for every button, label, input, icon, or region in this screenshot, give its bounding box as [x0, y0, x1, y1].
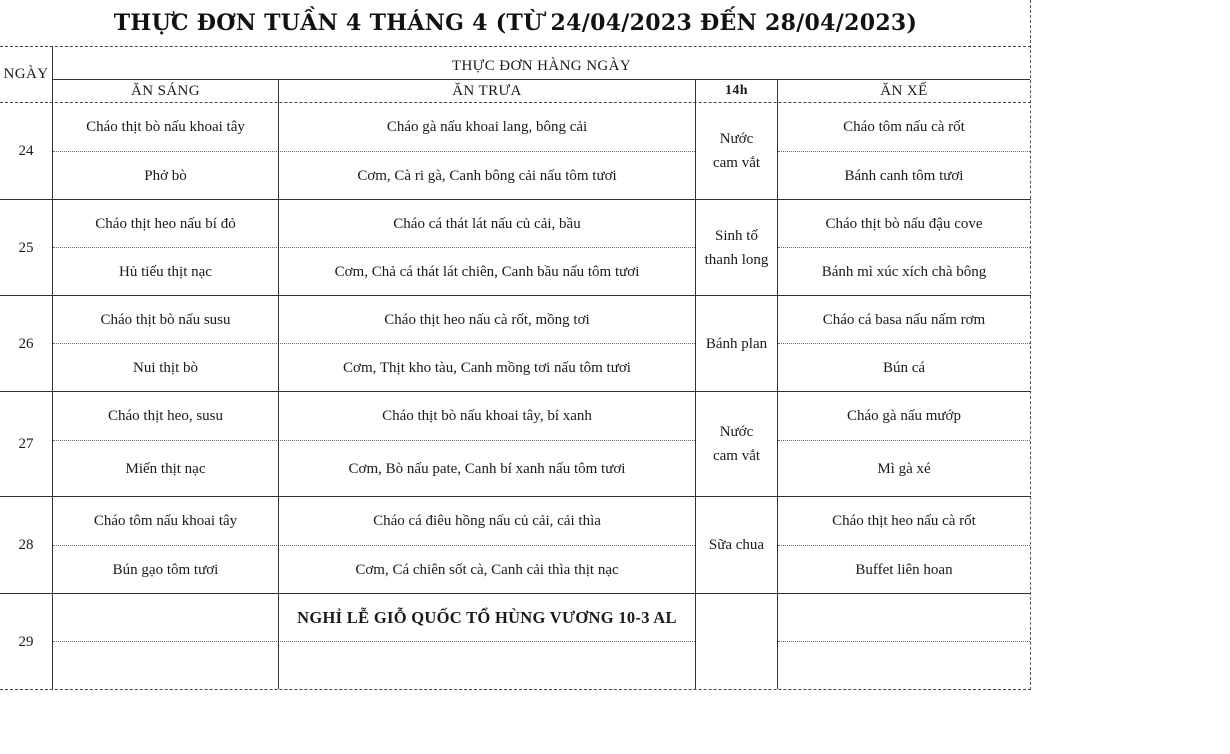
- afternoon-item: Cháo gà nấu mướp: [847, 408, 961, 424]
- afternoon-item: Bún cá: [882, 359, 926, 376]
- lunch-item: Cháo gà nấu khoai lang, bông cải: [386, 119, 588, 135]
- afternoon-item: Cháo cá basa nấu nấm rơm: [822, 311, 986, 328]
- day-number: 26: [18, 335, 34, 352]
- header-day: NGÀY: [3, 66, 49, 82]
- afternoon-item: Cháo thịt bò nấu đậu cove: [825, 215, 983, 232]
- lunch-item: Cơm, Cá chiên sốt cà, Canh cải thìa thịt nạc: [355, 561, 619, 578]
- lunch-item: Cháo cá thát lát nấu củ cải, bầu: [393, 215, 581, 232]
- breakfast-item: Bún gạo tôm tươi: [112, 561, 219, 578]
- day-number: 29: [18, 633, 34, 650]
- day-number: 28: [18, 537, 34, 553]
- lunch-item: Cháo cá điêu hồng nấu củ cải, cải thìa: [373, 513, 601, 529]
- snack-14h-item: Nước cam vắt: [712, 131, 761, 171]
- afternoon-item: Cháo thịt heo nấu cà rốt: [832, 513, 976, 529]
- half-row-separator: [778, 641, 1030, 642]
- afternoon-item: Buffet liên hoan: [855, 561, 953, 578]
- day-number: 24: [18, 143, 34, 159]
- lunch-item: Cháo thịt heo nấu cà rốt, mồng tơi: [384, 311, 590, 328]
- breakfast-item: Cháo thịt heo, susu: [108, 408, 223, 424]
- snack-14h-item: Nước cam vắt: [712, 424, 761, 464]
- lunch-item: Cơm, Chả cá thát lát chiên, Canh bầu nấu tôm tươi: [334, 263, 640, 280]
- breakfast-item: Nui thịt bò: [132, 359, 198, 376]
- breakfast-item: Cháo tôm nấu khoai tây: [93, 513, 238, 529]
- header-lunch: ĂN TRƯA: [452, 82, 522, 99]
- breakfast-item: Phở bò: [144, 167, 187, 184]
- afternoon-item: Mì gà xé: [877, 460, 931, 477]
- lunch-item: Cơm, Thịt kho tàu, Canh mồng tơi nấu tôm tươi: [343, 359, 631, 376]
- header-breakfast: ĂN SÁNG: [130, 82, 201, 99]
- snack-14h-item: Bánh plan: [705, 335, 768, 352]
- sheet-border-right: [1030, 0, 1031, 690]
- header-14h: 14h: [725, 82, 748, 98]
- breakfast-item: Miến thịt nạc: [125, 460, 206, 477]
- header-afternoon: ĂN XẾ: [880, 82, 928, 99]
- page-title: THỰC ĐƠN TUẦN 4 THÁNG 4 (TỪ 24/04/2023 ĐẾN 28/04/2023): [113, 10, 918, 36]
- lunch-item: Cháo thịt bò nấu khoai tây, bí xanh: [382, 408, 592, 424]
- header-daily-menu: THỰC ĐƠN HÀNG NGÀY: [451, 58, 632, 74]
- title-bottom-border: [0, 46, 1031, 47]
- breakfast-item: Cháo thịt bò nấu khoai tây: [86, 119, 245, 135]
- breakfast-item: Cháo thịt heo nấu bí đỏ: [95, 215, 236, 232]
- lunch-item: Cơm, Cà ri gà, Canh bông cải nấu tôm tươi: [357, 167, 617, 184]
- afternoon-item: Bánh mì xúc xích chà bông: [821, 263, 987, 280]
- snack-14h-item: Sữa chua: [708, 537, 765, 553]
- table-bottom-border: [0, 689, 1031, 690]
- day-number: 27: [18, 436, 34, 452]
- day-number: 25: [18, 239, 34, 256]
- half-row-separator: [53, 641, 695, 642]
- lunch-item: Cơm, Bò nấu pate, Canh bí xanh nấu tôm tươi: [348, 460, 626, 477]
- snack-14h-item: Sinh tố thanh long: [704, 227, 769, 268]
- breakfast-item: Cháo thịt bò nấu susu: [100, 311, 231, 328]
- afternoon-item: Cháo tôm nấu cà rốt: [843, 119, 965, 135]
- holiday-note: NGHỈ LỄ GIỖ QUỐC TỔ HÙNG VƯƠNG 10-3 AL: [297, 607, 677, 627]
- afternoon-item: Bánh canh tôm tươi: [844, 167, 964, 184]
- breakfast-item: Hủ tiếu thịt nạc: [119, 263, 212, 280]
